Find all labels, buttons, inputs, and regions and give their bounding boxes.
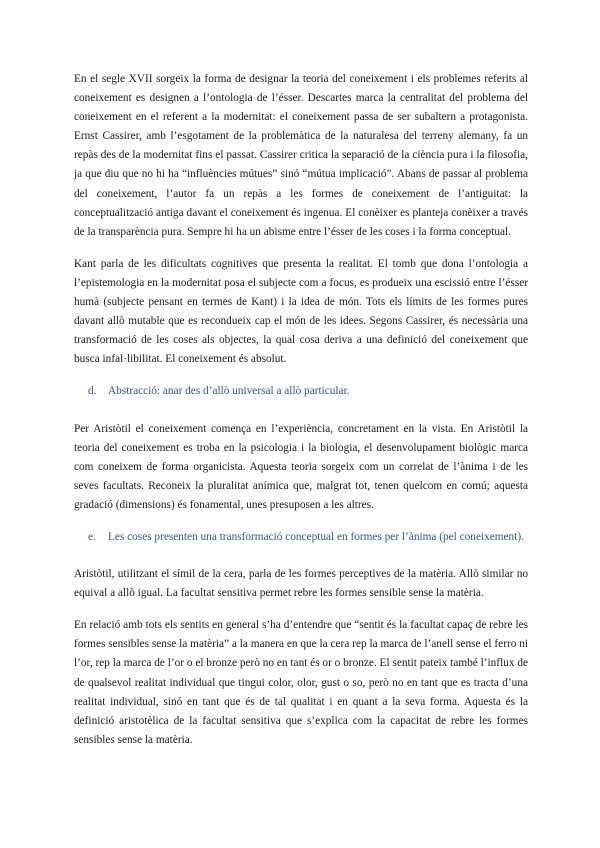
- paragraph-descartes-cassirer: En el segle XVII sorgeix la forma de designar la teoria del coneixement i els problemes referits al coneixement es designen a l’ontologia de l’ésser. Descartes marca la centralitat del problema del coneixement en el referent a la modernitat: el coneixement passa de ser subaltern a protagonista. Ernst Cassirer, amb l’esgotament de la problemàtica de la naturalesa del terreny alemany, fa un repàs des de la modernitat fins el passat. Cassirer critica la separació de la ciència pura i la filosofia, ja que diu que no hi ha “influències mútues” sinó “mútua implicació”. Abans de passar al problema del coneixement, l’autor fa un repàs a les formes de coneixement de l’antiguitat: la conceptualització antiga davant el coneixement és ingenua. El conèixer es planteja conèixer a través de la transparència pura. Sempre hi ha un abisme entre l’ésser de les coses i la forma conceptual.: [74, 73, 528, 238]
- heading-e-text: Les coses presenten una transformació conceptual en formes per l’ànima (pel coneixement).: [108, 530, 524, 543]
- paragraph-sentits: En relació amb tots els sentits en general s’ha d’entendre que “sentit és la facultat capaç de rebre les formes sensibles sense la matèria” a la manera en que la cera rep la marca de l’anell sense el ferro ni l’or, rep la marca de l’or o el bronze però no en tant és or o bronze. El sentit pateix també l’influx de de qualsevol realitat individual que tingui color, olor, gust o so, però no en tant que es tracta d’una realitat individual, sinó en tant que és de tal qualitat i en quant a la seva forma. Aquesta és la definició aristotèlica de la facultat sensitiva que s’explica com la capacitat de rebre les formes sensibles sense la matèria.: [74, 619, 528, 746]
- heading-e-number: e.: [88, 530, 96, 543]
- section-heading-d: [88, 382, 528, 401]
- paragraph-simil-cera: Aristòtil, utilitzant el símil de la cera, parla de les formes perceptives de la matèria. Allò similar no equival a allò igual. La facultat sensitiva permet rebre les formes sensible sense la matèria.: [74, 568, 528, 600]
- heading-d-text: Abstracció: anar des d’allò universal a allò particular.: [108, 385, 350, 398]
- heading-d-number: d.: [88, 385, 97, 398]
- paragraph-aristotil-coneixement: Per Aristòtil el coneixement comença en l’experiència, concretament en la vista. En Aristòtil la teoria del coneixement es troba en la psicologia i la biologia, el desenvolupament biològic marca com coneixem de forma organicista. Aquesta teoria sorgeix com un correlat de l’ànima i de les seves facultats. Reconeix la pluralitat anímica que, malgrat tot, tenen quelcom en comú; aquesta gradació (dimensions) és fonamental, unes presuposen a les altres.: [74, 422, 528, 511]
- section-heading-e: [88, 528, 528, 547]
- paragraph-kant: Kant parla de les dificultats cognitives que presenta la realitat. El tomb que dona l’ontologia a l’epistemologia en la modernitat posa el subjecte com a focus, es produeix una escissió entre l’ésser humà (subjecte pensant en termes de Kant) i la idea de món. Tots els límits de les formes pures davant allò mutable que es recondueix cap el món de les idees. Segons Cassirer, és necessària una transformació de les coses als objectes, la qual cosa deriva a una definició del coneixement que busca infal·libilitat. El coneixement és absolut.: [74, 257, 528, 366]
- document-page: [74, 70, 528, 763]
